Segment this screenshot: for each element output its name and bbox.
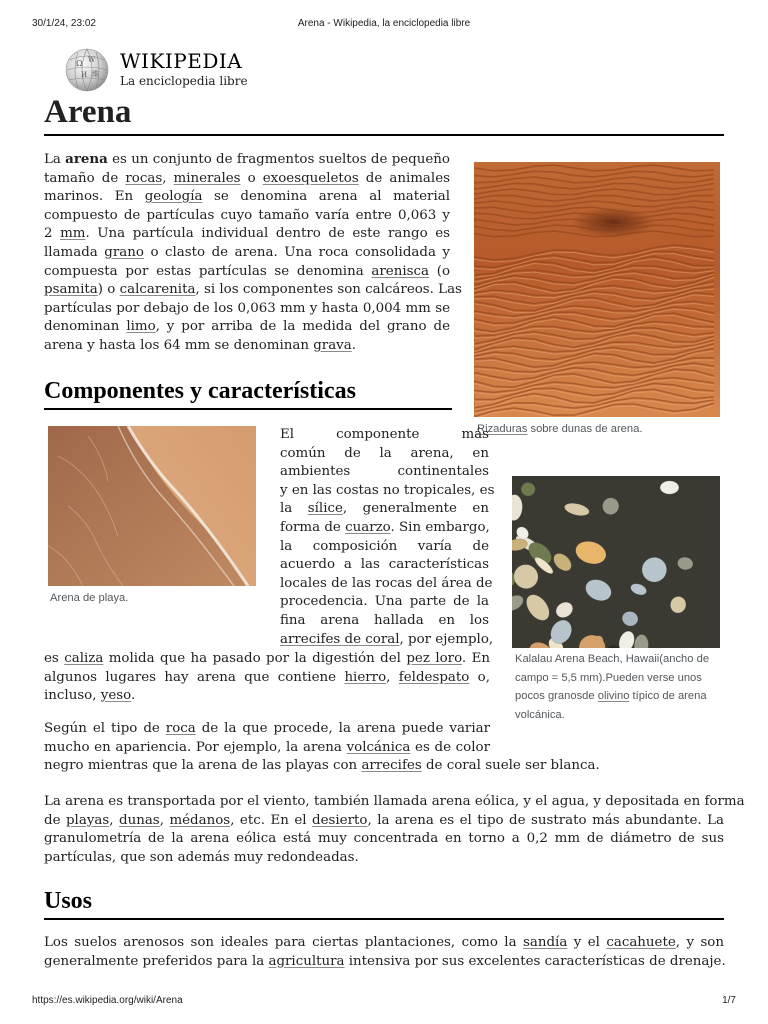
variacion-paragraph bbox=[44, 720, 600, 776]
text-line bbox=[44, 793, 745, 812]
wikipedia-wordmark[interactable] bbox=[120, 49, 248, 88]
text-line bbox=[44, 953, 724, 972]
text-run: ambientes continentales bbox=[280, 464, 489, 480]
article-link[interactable]: sílice bbox=[307, 501, 343, 517]
bold-term: arena bbox=[65, 151, 108, 167]
text-line bbox=[477, 423, 642, 435]
text-run: o clasto de arena. Una roca consolidada y bbox=[143, 244, 451, 260]
text-run: la composición varía de bbox=[280, 538, 489, 554]
text-run: El componente más bbox=[280, 427, 489, 442]
article-link[interactable]: rocas bbox=[125, 170, 163, 186]
article-link[interactable]: psamita bbox=[44, 282, 98, 298]
text-line bbox=[280, 612, 489, 631]
text-run: compuesto de partículas cuyo tamaño varía entre 0,063 y bbox=[44, 207, 450, 223]
article-link[interactable]: grano bbox=[104, 244, 144, 260]
article-link[interactable]: grava bbox=[313, 337, 352, 353]
article-link[interactable]: caliza bbox=[64, 651, 104, 666]
text-line bbox=[44, 244, 450, 263]
article-link[interactable]: médanos bbox=[169, 812, 231, 828]
article-link[interactable]: minerales bbox=[173, 170, 241, 186]
text-run: , bbox=[386, 669, 399, 685]
text-run: mucho en apariencia. Por ejemplo, la arena bbox=[44, 739, 347, 755]
text-line bbox=[44, 150, 450, 170]
text-line bbox=[44, 650, 490, 669]
article-link[interactable]: arenisca bbox=[371, 263, 429, 279]
text-line bbox=[44, 207, 450, 226]
text-run: partículas, que son además muy redondeadas. bbox=[44, 849, 359, 865]
text-line bbox=[280, 593, 489, 612]
text-line bbox=[280, 631, 494, 650]
text-line bbox=[44, 318, 450, 337]
dunes-figure bbox=[474, 162, 720, 417]
svg-text:Ω: Ω bbox=[76, 59, 83, 68]
print-footer bbox=[32, 995, 736, 1009]
componentes-paragraph-continued bbox=[44, 650, 490, 706]
text-line bbox=[280, 500, 489, 519]
article-link[interactable]: limo bbox=[126, 319, 156, 335]
text-run: arena y hasta los 64 mm se denominan bbox=[44, 337, 314, 353]
article-link[interactable]: volcánica bbox=[346, 739, 411, 755]
text-line bbox=[44, 812, 724, 831]
text-run: forma de bbox=[280, 519, 346, 535]
text-run: . Sin embargo, bbox=[390, 519, 490, 535]
svg-text:И: И bbox=[81, 71, 88, 79]
text-run: o, bbox=[469, 669, 491, 685]
text-line bbox=[280, 463, 489, 482]
text-run: ) o bbox=[97, 282, 120, 298]
text-run: La bbox=[44, 152, 66, 167]
text-line bbox=[44, 934, 724, 953]
text-run: típico de arena volcánica. bbox=[515, 690, 707, 721]
text-run: negro mientras que la arena de las playas con bbox=[44, 758, 362, 774]
article-link[interactable]: Rizaduras bbox=[477, 423, 528, 435]
text-run: La arena es transportada por el viento, también llamada arena eólica, y el agua, y depositada en forma bbox=[44, 794, 745, 809]
componentes-paragraph bbox=[280, 426, 495, 649]
text-run: partículas por debajo de los 0,063 mm y hasta 0,004 mm se bbox=[44, 300, 450, 316]
text-run: y en las costas no tropicales, es bbox=[280, 482, 495, 498]
text-run: , si los componentes son calcáreos. Las bbox=[195, 282, 462, 298]
article-link[interactable]: cuarzo bbox=[345, 519, 391, 535]
text-line bbox=[280, 445, 489, 464]
article-link[interactable]: sandía bbox=[523, 935, 568, 950]
print-datetime: 30/1/24, 23:02 bbox=[32, 18, 96, 29]
text-run: molida que ha pasado por la digestión del bbox=[103, 651, 407, 666]
text-run: es bbox=[44, 651, 65, 666]
text-run: y el bbox=[567, 935, 607, 950]
article-link[interactable]: cacahuete bbox=[606, 935, 676, 950]
dunes-caption bbox=[477, 420, 717, 439]
text-run: tamaño de bbox=[44, 170, 126, 186]
article-link[interactable]: olivino bbox=[597, 690, 630, 702]
intro-paragraph bbox=[44, 150, 462, 356]
text-run: , bbox=[109, 812, 119, 828]
text-line bbox=[280, 538, 489, 557]
text-run: procedencia. Una parte de la bbox=[280, 594, 489, 610]
text-line bbox=[44, 739, 490, 758]
text-line bbox=[44, 669, 490, 688]
text-line bbox=[44, 170, 450, 189]
section-heading-componentes: Componentes y características bbox=[44, 376, 452, 410]
beach-figure bbox=[48, 426, 256, 586]
article-link[interactable]: calcarenita bbox=[119, 282, 196, 298]
text-run: . bbox=[351, 337, 356, 353]
wikipedia-globe-icon[interactable] bbox=[62, 46, 112, 92]
text-run: de bbox=[44, 812, 66, 828]
svg-text:維: 維 bbox=[92, 70, 99, 78]
section-heading-usos: Usos bbox=[44, 886, 724, 920]
text-run: incluso, bbox=[44, 688, 101, 704]
text-run: de bbox=[582, 690, 598, 702]
text-line bbox=[280, 575, 493, 594]
print-page-number: 1/7 bbox=[722, 995, 736, 1006]
article-link[interactable]: agricultura bbox=[268, 953, 345, 969]
text-run: Kalalau Arena Beach, Hawaii bbox=[515, 653, 660, 665]
text-line bbox=[44, 263, 450, 282]
article-link[interactable]: geología bbox=[144, 189, 203, 205]
print-title: Arena - Wikipedia, la enciclopedia libre bbox=[297, 18, 471, 29]
text-run: . bbox=[130, 688, 136, 704]
article-link[interactable]: hierro bbox=[344, 669, 387, 685]
text-line bbox=[44, 849, 724, 868]
text-run: Según el tipo de bbox=[44, 721, 166, 736]
article-link[interactable]: arrecifes de coral bbox=[280, 631, 400, 647]
text-line bbox=[50, 592, 128, 604]
text-run: , etc. En el bbox=[230, 812, 313, 828]
text-run: (ancho de campo = 5,5 mm). bbox=[515, 653, 710, 684]
text-run: generalmente preferidos para la bbox=[44, 953, 269, 969]
text-run: , generalmente en bbox=[342, 501, 489, 517]
text-line bbox=[44, 720, 490, 739]
text-run: llamada bbox=[44, 244, 105, 260]
text-line bbox=[44, 300, 450, 319]
text-run: . Una partícula individual dentro de este rango es bbox=[85, 226, 450, 242]
print-header bbox=[32, 18, 736, 32]
text-line bbox=[280, 556, 489, 575]
text-run: es un conjunto de fragmentos sueltos de pequeño bbox=[107, 152, 450, 167]
article-link[interactable]: exoesqueletos bbox=[262, 170, 359, 186]
usos-paragraph bbox=[44, 934, 724, 971]
text-run: es de color bbox=[410, 739, 490, 755]
text-line bbox=[44, 337, 450, 356]
text-run: , la arena es el tipo de sustrato más abundante. La bbox=[367, 812, 725, 828]
text-run: de la que procede, la arena puede variar bbox=[195, 721, 490, 736]
text-run: Arena de playa. bbox=[50, 592, 129, 604]
article-link[interactable]: desierto bbox=[312, 812, 368, 828]
text-run: , y son bbox=[675, 935, 724, 950]
article-link[interactable]: dunas bbox=[119, 812, 160, 828]
tagline: La enciclopedia libre bbox=[120, 74, 248, 88]
text-run: intensiva por sus excelentes características de drenaje. bbox=[344, 953, 726, 969]
text-line bbox=[280, 482, 495, 501]
text-run: locales de las rocas del área de bbox=[280, 575, 493, 591]
svg-text:W: W bbox=[88, 56, 96, 64]
text-run: fina arena hallada en los bbox=[280, 612, 489, 628]
text-run: marinos. En bbox=[44, 189, 145, 205]
text-run: acuerdo a las características bbox=[280, 557, 489, 573]
text-run: compuesta por estas partículas se denomina bbox=[44, 263, 372, 279]
text-run: . En bbox=[461, 651, 490, 666]
transporte-paragraph bbox=[44, 793, 745, 867]
article-link[interactable]: pez loro bbox=[406, 651, 462, 666]
text-run: Pueden verse unos pocos granos bbox=[515, 671, 702, 702]
text-run: , bbox=[162, 170, 174, 186]
text-line bbox=[44, 757, 600, 776]
text-run: , por ejemplo, bbox=[399, 631, 494, 647]
text-line bbox=[280, 519, 489, 538]
article-link[interactable]: arrecifes bbox=[361, 758, 422, 774]
article-link[interactable]: playas bbox=[65, 812, 110, 828]
dunes-image[interactable] bbox=[474, 162, 720, 417]
article-link[interactable]: roca bbox=[165, 721, 196, 736]
text-run: , bbox=[159, 812, 170, 828]
text-run: de animales bbox=[358, 170, 450, 186]
text-run: algunos lugares hay arena que contiene bbox=[44, 669, 345, 685]
sand-grains-image[interactable] bbox=[512, 476, 720, 648]
text-run: sobre dunas de arena. bbox=[527, 423, 643, 435]
text-line bbox=[44, 188, 450, 207]
grains-caption bbox=[515, 650, 727, 724]
grains-figure bbox=[512, 476, 720, 648]
beach-caption bbox=[50, 589, 256, 608]
text-run: denominan bbox=[44, 319, 127, 335]
text-run: granulometría de la arena eólica está muy concentrada en torno a 0,2 mm de diámetro de sus bbox=[44, 831, 724, 847]
text-line bbox=[44, 225, 450, 244]
text-run: (o bbox=[429, 263, 451, 279]
article-link[interactable]: yeso bbox=[100, 688, 131, 704]
sand-grain bbox=[660, 481, 679, 494]
text-run: o bbox=[240, 170, 263, 186]
text-run: se denomina arena al material bbox=[202, 189, 450, 205]
text-line bbox=[44, 830, 724, 849]
text-line bbox=[515, 653, 659, 665]
text-run: de coral suele ser blanca. bbox=[421, 758, 600, 774]
article-link[interactable]: mm bbox=[60, 226, 86, 242]
text-line bbox=[44, 281, 462, 300]
text-line bbox=[44, 687, 490, 706]
article-link[interactable]: feldespato bbox=[398, 669, 470, 685]
beach-image[interactable] bbox=[48, 426, 256, 586]
text-run: , y por arriba de la medida del grano de bbox=[155, 319, 450, 335]
wordmark-text: WIKIPEDIA bbox=[120, 49, 243, 73]
text-run: la bbox=[280, 501, 308, 517]
print-url: https://es.wikipedia.org/wiki/Arena bbox=[32, 995, 183, 1006]
text-run: común de la arena, en bbox=[280, 445, 489, 461]
page-title: Arena bbox=[44, 92, 724, 136]
text-line bbox=[280, 426, 489, 445]
text-run: 2 bbox=[44, 226, 61, 242]
text-run: Los suelos arenosos son ideales para ciertas plantaciones, como la bbox=[44, 935, 523, 950]
